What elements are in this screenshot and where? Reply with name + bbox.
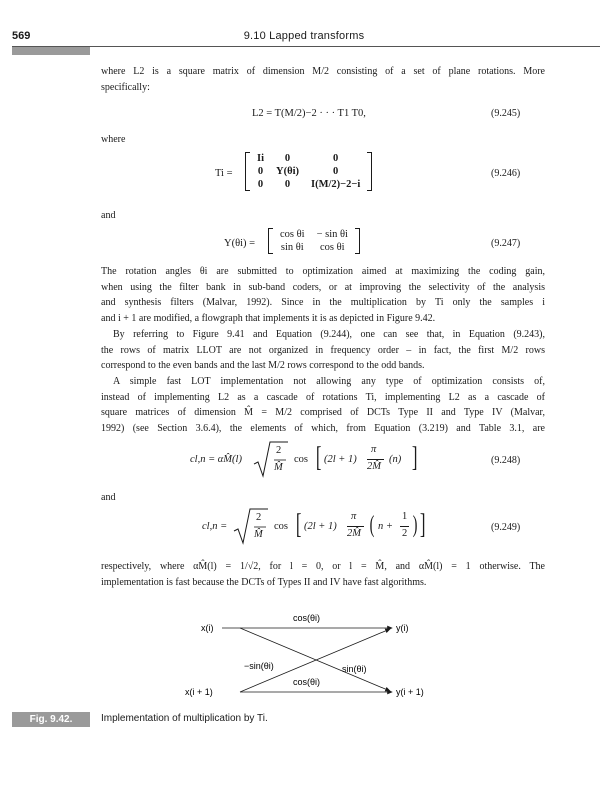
text-line: where L2 is a square matrix of dimension M/2 consisting of a set of plane rotations. More <box>101 66 545 77</box>
matrix-cell: cos θi <box>319 242 345 253</box>
equation-number: (9.247) <box>491 238 521 249</box>
text-line: A simple fast LOT implementation not allowing any type of optimization consists of, <box>113 376 545 387</box>
eq-lhs: cl,n = αM̂(l) <box>190 454 242 465</box>
text-line: respectively, where αM̂(l) = 1/√2, for l = 0, or l = M̂, and αM̂(l) = 1 otherwise. The <box>101 561 545 572</box>
figure-caption: Implementation of multiplication by Ti. <box>101 713 268 724</box>
half-denominator: 2 <box>402 528 408 539</box>
tail-term: (n) <box>389 454 402 465</box>
header-rule <box>12 46 600 47</box>
sqrt-sign <box>232 505 270 549</box>
right-bracket: ] <box>411 442 418 473</box>
right-paren: ) <box>412 512 418 538</box>
eq-lhs: cl,n = <box>202 521 228 532</box>
input-top-label: x(i) <box>201 623 214 633</box>
matrix-cell: Y(θi) <box>276 166 299 177</box>
fraction-bar <box>367 459 384 460</box>
output-bottom-label: y(i + 1) <box>396 687 424 697</box>
input-bottom-label: x(i + 1) <box>185 687 213 697</box>
matrix-cell: 0 <box>333 166 339 177</box>
text-line: the rows of matrix LLOT are not organized in frequency order – in fact, the first M/2 rows <box>101 344 545 356</box>
text-line: By referring to Figure 9.41 and Equation (9.244), one can see that, in Equation (9.243), <box>113 329 545 340</box>
paragraph-fast-lot <box>101 374 545 436</box>
and-text: and <box>101 492 116 503</box>
equation-9-247-lhs: Y(θi) = <box>224 238 256 249</box>
text-line: square matrices of dimension M̂ = M/2 comprised of DCTs Type II and Type IV (Malvar, <box>101 407 545 419</box>
matrix-cell: − sin θi <box>316 229 348 240</box>
left-bracket: [ <box>315 442 322 473</box>
cos-function: cos <box>294 454 308 465</box>
gain-cross-up-label: sin(θi) <box>342 664 367 674</box>
paragraph-conclusion <box>101 559 545 590</box>
text-line: The rotation angles θi are submitted to optimization aimed at maximizing the coding gain, <box>101 266 545 277</box>
text-line: specifically: <box>101 81 150 93</box>
equation-9-249 <box>190 505 470 549</box>
equation-number: (9.246) <box>491 168 521 179</box>
gain-cross-down-label: −sin(θi) <box>244 661 274 671</box>
text-line: and i + 1 are modified, a flowgraph that implements it is as depicted in Figure 9.42. <box>101 312 436 324</box>
frac-denominator: 2M̂ <box>347 528 361 539</box>
text-line: implementation is fast because the DCTs of Types II and IV have fast algorithms. <box>101 576 427 588</box>
matrix-cell: 0 <box>284 153 291 164</box>
equation-number: (9.248) <box>491 455 521 466</box>
equation-9-246-lhs: Ti = <box>215 168 233 179</box>
gain-bottom-label: cos(θi) <box>293 677 321 687</box>
text-line: correspond to the even bands and the last M/2 rows correspond to the odd bands. <box>101 360 425 372</box>
inner-term: (2l + 1) <box>324 454 357 465</box>
equation-number: (9.245) <box>491 108 521 119</box>
matrix-cell: 0 <box>333 153 339 164</box>
paragraph-frequency-order <box>101 327 545 374</box>
running-title: 9.10 Lapped transforms <box>243 30 365 42</box>
equation-9-246-matrix <box>245 152 372 191</box>
rotation-flowgraph <box>160 605 440 705</box>
header-accent-bar <box>12 47 90 55</box>
frac-numerator: π <box>371 444 377 455</box>
cos-function: cos <box>274 521 288 532</box>
sqrt-numerator: 2 <box>256 512 262 523</box>
frac-numerator: π <box>351 511 357 522</box>
sqrt-sign <box>252 438 290 482</box>
n-variable: n + <box>378 521 393 532</box>
matrix-cell: 0 <box>257 179 264 190</box>
paragraph-rotation-angles <box>101 264 545 326</box>
half-numerator: 1 <box>402 511 408 522</box>
gain-top-label: cos(θi) <box>293 613 321 623</box>
matrix-cell: sin θi <box>280 242 304 253</box>
left-bracket: [ <box>295 509 302 540</box>
equation-9-248 <box>190 438 470 482</box>
left-paren: ( <box>369 512 375 538</box>
and-text: and <box>101 210 116 221</box>
fraction-bar <box>347 526 364 527</box>
where-text: where <box>101 134 126 145</box>
right-bracket: ] <box>419 509 426 540</box>
matrix-cell: Ii <box>257 153 265 164</box>
text-line: when using the filter bank in sub-band coders, or at improving the selectivity of the analysis <box>101 281 545 293</box>
matrix-cell: cos θi <box>280 229 305 240</box>
sqrt-denominator: M̂ <box>274 462 283 473</box>
equation-9-245: L2 = T(M/2)−2 · · · T1 T0, <box>252 108 366 119</box>
page-number: 569 <box>12 30 31 42</box>
inner-term: (2l + 1) <box>304 521 337 532</box>
intro-paragraph <box>101 64 545 95</box>
matrix-cell: 0 <box>284 179 291 190</box>
output-top-label: y(i) <box>396 623 409 633</box>
text-line: 1992) (see Section 3.6.4), the elements of which, from Equation (3.219) and Table 3.1, are <box>101 422 545 434</box>
frac-denominator: 2M̂ <box>367 461 381 472</box>
equation-9-247-matrix <box>268 228 360 254</box>
figure-badge: Fig. 9.42. <box>12 712 90 727</box>
sqrt-numerator: 2 <box>276 445 282 456</box>
text-line: instead of implementing L2 as a cascade of rotations Ti, implementing L2 as a cascade of <box>101 391 545 403</box>
matrix-cell: I(M/2)−2−i <box>311 179 361 190</box>
matrix-cell: 0 <box>257 166 264 177</box>
sqrt-denominator: M̂ <box>254 529 263 540</box>
text-line: and synthesis filters (Malvar, 1992). Since in the multiplication by Ti only the samples i <box>101 297 545 309</box>
equation-number: (9.249) <box>491 522 521 533</box>
fraction-bar <box>400 526 409 527</box>
